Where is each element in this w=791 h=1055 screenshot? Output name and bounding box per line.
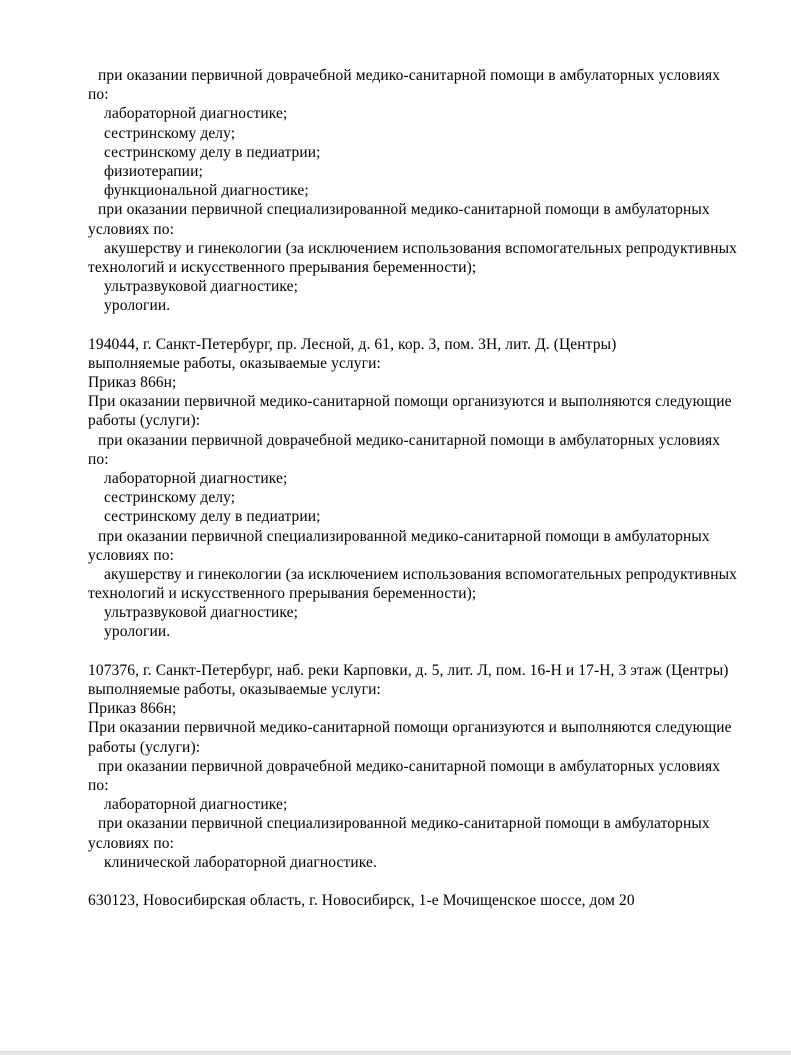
text-line: урологии.: [104, 297, 171, 315]
blank-line: [88, 872, 778, 891]
text-line: урологии.: [104, 623, 171, 641]
text-line: выполняемые работы, оказываемые услуги:: [88, 681, 381, 698]
text-line: Приказ 866н;: [88, 700, 177, 718]
text-line: выполняемые работы, оказываемые услуги:: [88, 354, 381, 372]
text-line: лабораторной диагностике;: [104, 796, 288, 814]
text-line: технологий и искусственного прерывания беременности);: [88, 585, 477, 603]
text-line: клинической лабораторной диагностике.: [104, 853, 377, 871]
text-line: 107376, г. Санкт-Петербург, наб. реки Карповки, д. 5, лит. Л, пом. 16-Н и 17-Н, 3 этаж (Центры): [88, 661, 729, 679]
text-line: при оказании первичной специализированной медико-санитарной помощи в амбулаторных: [98, 201, 710, 219]
blank-line: [88, 315, 778, 334]
text-line: акушерству и гинекологии (за исключением использования вспомогательных репродуктивных: [104, 239, 737, 257]
text-line: работы (услуги):: [88, 738, 201, 756]
text-line: при оказании первичной доврачебной медико-санитарной помощи в амбулаторных условиях: [98, 757, 721, 775]
text-line: лабораторной диагностике;: [104, 105, 288, 123]
text-line: 630123, Новосибирская область, г. Новосибирск, 1-е Мочищенское шоссе, дом 20: [88, 892, 635, 910]
text-line: условиях по:: [88, 546, 175, 564]
text-line: Приказ 866н;: [88, 374, 177, 391]
text-line: условиях по:: [88, 220, 175, 238]
blank-line: [88, 642, 778, 661]
text-line: при оказании первичной доврачебной медико-санитарной помощи в амбулаторных условиях: [98, 431, 721, 449]
text-line: по:: [88, 776, 109, 794]
text-line: сестринскому делу;: [104, 489, 236, 507]
text-line: условиях по:: [88, 834, 175, 852]
text-line: технологий и искусственного прерывания беременности);: [88, 258, 477, 276]
text-line: лабораторной диагностике;: [104, 469, 288, 487]
bottom-divider: [0, 1051, 791, 1055]
text-line: физиотерапии;: [104, 162, 203, 180]
text-line: ультразвуковой диагностике;: [104, 604, 298, 622]
text-line: при оказании первичной доврачебной медико-санитарной помощи в амбулаторных условиях: [98, 67, 721, 84]
license-text-block: [88, 66, 778, 910]
text-line: При оказании первичной медико-санитарной помощи организуются и выполняются следующие: [88, 719, 732, 737]
text-line: работы (услуги):: [88, 412, 201, 430]
text-line: сестринскому делу в педиатрии;: [104, 508, 321, 526]
text-line: при оказании первичной специализированной медико-санитарной помощи в амбулаторных: [98, 527, 710, 545]
text-line: сестринскому делу;: [104, 124, 236, 142]
text-line: функциональной диагностике;: [104, 182, 309, 200]
text-line: акушерству и гинекологии (за исключением использования вспомогательных репродуктивных: [104, 565, 737, 583]
text-line: по:: [88, 86, 109, 104]
text-line: по:: [88, 450, 109, 468]
text-line: При оказании первичной медико-санитарной помощи организуются и выполняются следующие: [88, 393, 732, 411]
text-line: при оказании первичной специализированной медико-санитарной помощи в амбулаторных: [98, 815, 710, 833]
text-line: ультразвуковой диагностике;: [104, 278, 298, 296]
text-line: сестринскому делу в педиатрии;: [104, 143, 321, 161]
text-line: 194044, г. Санкт-Петербург, пр. Лесной, д. 61, кор. 3, пом. 3Н, лит. Д. (Центры): [88, 335, 617, 353]
